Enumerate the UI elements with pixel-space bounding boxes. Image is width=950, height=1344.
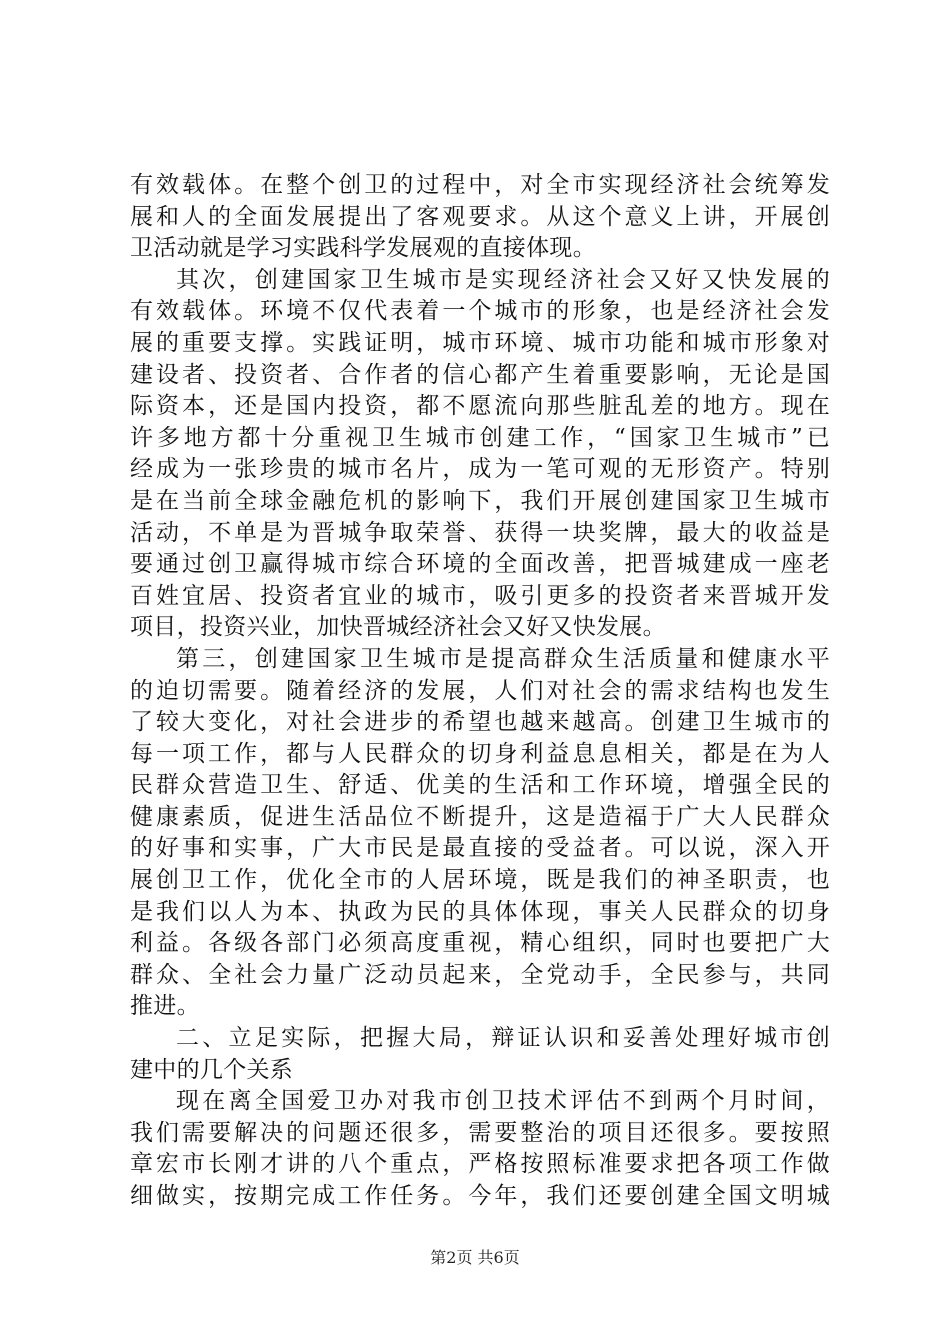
text-line: 现在离全国爱卫办对我市创卫技术评估不到两个月时间， xyxy=(176,1088,830,1115)
text-line: 百姓宜居、投资者宜业的城市，吸引更多的投资者来晋城开发 xyxy=(130,582,830,609)
text-line: 活动，不单是为晋城争取荣誉、获得一块奖牌，最大的收益是 xyxy=(130,519,830,546)
page-number-footer: 第2页 共6页 xyxy=(430,1248,520,1267)
text-line: 我们需要解决的问题还很多，需要整治的项目还很多。要按照 xyxy=(130,1119,830,1146)
text-line: 卫活动就是学习实践科学发展观的直接体现。 xyxy=(130,235,596,262)
text-line: 要通过创卫赢得城市综合环境的全面改善，把晋城建成一座老 xyxy=(130,551,830,578)
text-line: 有效载体。环境不仅代表着一个城市的形象，也是经济社会发 xyxy=(130,298,830,325)
text-line: 际资本，还是国内投资，都不愿流向那些脏乱差的地方。现在 xyxy=(130,393,830,420)
text-line: 其次，创建国家卫生城市是实现经济社会又好又快发展的 xyxy=(176,266,830,293)
section-heading-line: 建中的几个关系 xyxy=(130,1056,294,1083)
text-line: 是我们以人为本、执政为民的具体体现，事关人民群众的切身 xyxy=(130,898,830,925)
text-line: 第三，创建国家卫生城市是提高群众生活质量和健康水平 xyxy=(176,645,830,672)
text-line: 展和人的全面发展提出了客观要求。从这个意义上讲，开展创 xyxy=(130,203,830,230)
text-line: 推进。 xyxy=(130,993,200,1020)
text-line: 经成为一张珍贵的城市名片，成为一笔可观的无形资产。特别 xyxy=(130,456,830,483)
section-heading-line: 二、立足实际，把握大局，辩证认识和妥善处理好城市创 xyxy=(176,1025,830,1052)
text-line: 许多地方都十分重视卫生城市创建工作，“国家卫生城市”已 xyxy=(130,424,830,451)
text-line: 章宏市长刚才讲的八个重点，严格按照标准要求把各项工作做 xyxy=(130,1151,830,1178)
text-line: 展创卫工作，优化全市的人居环境，既是我们的神圣职责，也 xyxy=(130,867,830,894)
body-text xyxy=(130,170,830,1213)
text-line: 是在当前全球金融危机的影响下，我们开展创建国家卫生城市 xyxy=(130,487,830,514)
text-line: 建设者、投资者、合作者的信心都产生着重要影响，无论是国 xyxy=(130,361,830,388)
text-line: 民群众营造卫生、舒适、优美的生活和工作环境，增强全民的 xyxy=(130,772,830,799)
text-line: 展的重要支撑。实践证明，城市环境、城市功能和城市形象对 xyxy=(130,329,830,356)
text-line: 的好事和实事，广大市民是最直接的受益者。可以说，深入开 xyxy=(130,835,830,862)
text-line: 项目，投资兴业，加快晋城经济社会又好又快发展。 xyxy=(130,614,666,641)
text-line: 的迫切需要。随着经济的发展，人们对社会的需求结构也发生 xyxy=(130,677,830,704)
text-line: 每一项工作，都与人民群众的切身利益息息相关，都是在为人 xyxy=(130,740,830,767)
text-line: 健康素质，促进生活品位不断提升，这是造福于广大人民群众 xyxy=(130,803,830,830)
text-line: 细做实，按期完成工作任务。今年，我们还要创建全国文明城 xyxy=(130,1183,830,1209)
text-line: 利益。各级各部门必须高度重视，精心组织，同时也要把广大 xyxy=(130,930,830,957)
text-line: 了较大变化，对社会进步的希望也越来越高。创建卫生城市的 xyxy=(130,709,830,736)
text-line: 群众、全社会力量广泛动员起来，全党动手，全民参与，共同 xyxy=(130,961,830,988)
text-line: 有效载体。在整个创卫的过程中，对全市实现经济社会统筹发 xyxy=(130,172,830,198)
